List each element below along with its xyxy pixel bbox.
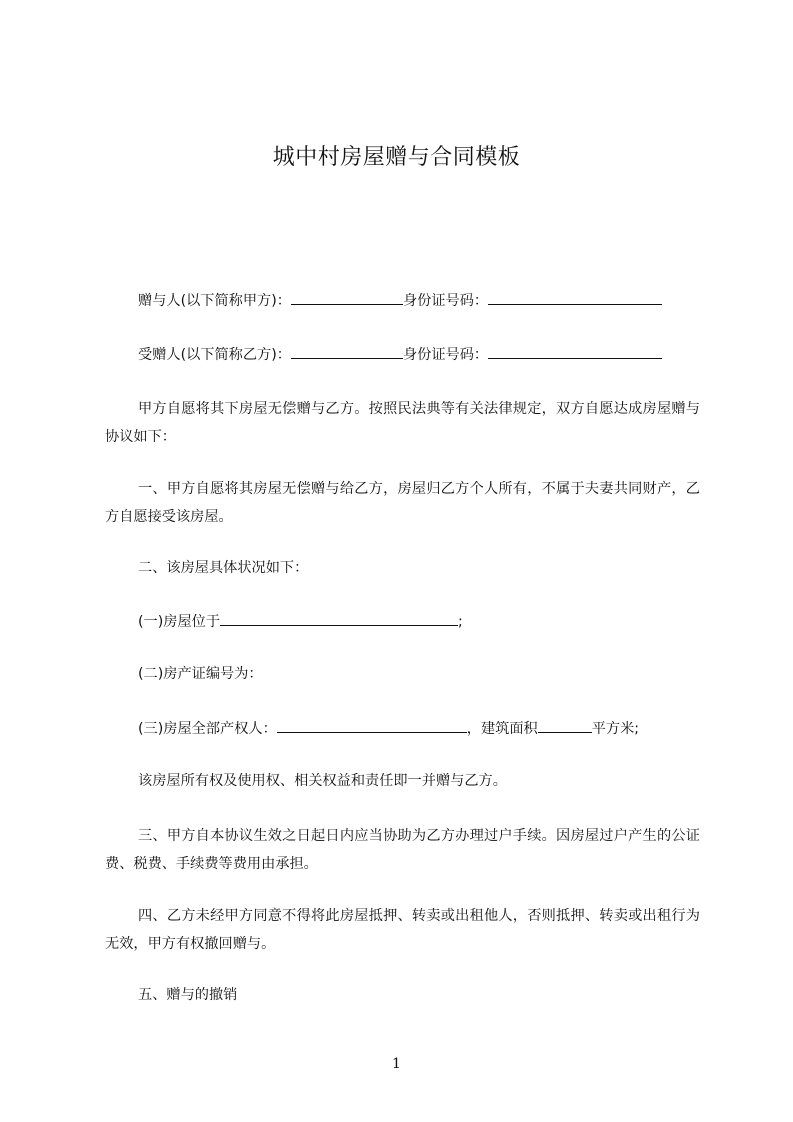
rights-statement: 该房屋所有权及使用权、相关权益和责任即一并赠与乙方。 [138, 773, 507, 789]
area-label: ，建筑面积 [466, 721, 538, 737]
owner-blank [277, 718, 467, 733]
clause-2-heading: 二、该房屋具体状况如下： [138, 560, 309, 576]
area-blank [538, 718, 592, 733]
donee-id-label: 身份证号码： [402, 347, 489, 363]
donor-line [138, 290, 662, 312]
area-unit: 平方米; [591, 721, 640, 737]
location-blank [220, 611, 458, 626]
item-3-line [138, 718, 639, 740]
donee-id-blank [488, 344, 662, 359]
donor-id-blank [488, 290, 662, 305]
donee-name-blank [291, 344, 403, 359]
clause-3: 三、甲方自本协议生效之日起日内应当协助为乙方办理过户手续。因房屋过户产生的公证费、税费、手续费等费用由承担。 [105, 828, 700, 872]
clause-1: 一、甲方自愿将其房屋无偿赠与给乙方，房屋归乙方个人所有，不属于夫妻共同财产，乙方自愿接受该房屋。 [105, 481, 700, 525]
donor-name-blank [291, 290, 403, 305]
donee-label: 受赠人(以下简称乙方)： [138, 347, 291, 363]
clause-4: 四、乙方未经甲方同意不得将此房屋抵押、转卖或出租他人，否则抵押、转卖或出租行为无效，甲方有权撤回赠与。 [105, 908, 700, 952]
item-2-line: (二)房产证编号为： [138, 666, 263, 682]
item-1-line [138, 611, 463, 633]
donor-label: 赠与人(以下简称甲方)： [138, 293, 291, 309]
intro-paragraph: 甲方自愿将其下房屋无偿赠与乙方。按照民法典等有关法律规定，双方自愿达成房屋赠与协议如下： [105, 401, 700, 445]
document-title: 城中村房屋赠与合同模板 [272, 145, 521, 170]
page-number: 1 [392, 1056, 401, 1072]
donor-id-label: 身份证号码： [402, 293, 489, 309]
item-1-label: (一)房屋位于 [138, 614, 221, 630]
item-3-label: (三)房屋全部产权人： [138, 721, 277, 737]
donee-line [138, 344, 662, 366]
clause-5-heading: 五、赠与的撤销 [138, 987, 238, 1003]
item-1-end: ; [458, 614, 463, 630]
